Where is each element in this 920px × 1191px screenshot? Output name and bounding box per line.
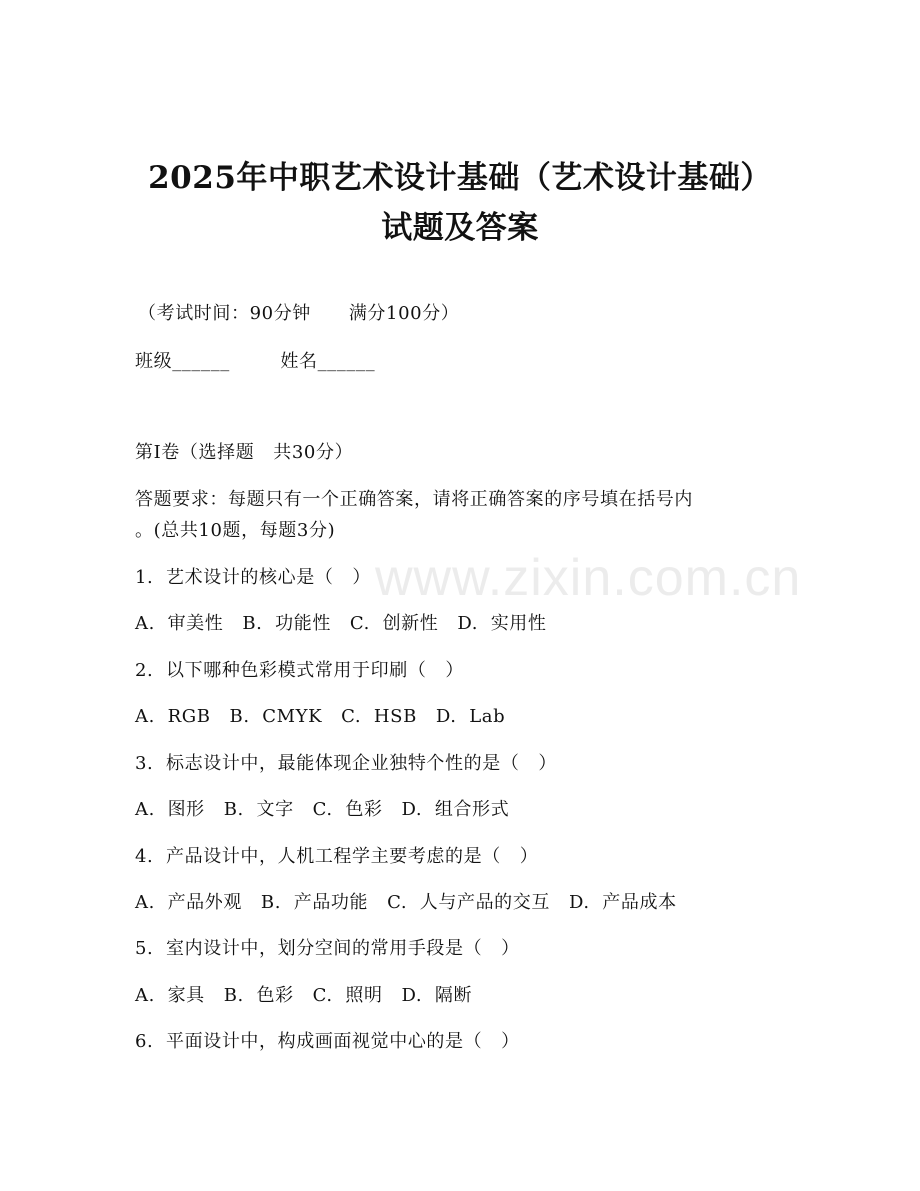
instructions-line-2: 。(总共10题，每题3分) xyxy=(135,520,336,541)
document-title-line-1: 2025年中职艺术设计基础（艺术设计基础） xyxy=(148,160,772,196)
question-1-stem: 1. 艺术设计的核心是（ ） xyxy=(135,567,371,588)
exam-info: （考试时间：90分钟 满分100分） xyxy=(138,303,460,324)
question-6-stem: 6. 平面设计中，构成画面视觉中心的是（ ） xyxy=(135,1031,520,1052)
question-4-options: A. 产品外观 B. 产品功能 C. 人与产品的交互 D. 产品成本 xyxy=(135,892,677,913)
question-3-options: A. 图形 B. 文字 C. 色彩 D. 组合形式 xyxy=(135,799,510,820)
question-5-options: A. 家具 B. 色彩 C. 照明 D. 隔断 xyxy=(135,985,473,1006)
watermark: www.zixin.com.cn xyxy=(375,549,802,607)
instructions-line-1: 答题要求：每题只有一个正确答案，请将正确答案的序号填在括号内 xyxy=(135,489,693,510)
question-2-stem: 2. 以下哪种色彩模式常用于印刷（ ） xyxy=(135,660,464,681)
section-heading: 第I卷（选择题 共30分） xyxy=(135,442,354,463)
question-1-options: A. 审美性 B. 功能性 C. 创新性 D. 实用性 xyxy=(135,613,547,634)
document-title-line-2: 试题及答案 xyxy=(381,210,539,246)
question-3-stem: 3. 标志设计中，最能体现企业独特个性的是（ ） xyxy=(135,753,557,774)
student-fields: 班级______ 姓名______ xyxy=(135,351,376,372)
question-2-options: A. RGB B. CMYK C. HSB D. Lab xyxy=(135,706,506,727)
question-5-stem: 5. 室内设计中，划分空间的常用手段是（ ） xyxy=(135,938,520,959)
question-4-stem: 4. 产品设计中，人机工程学主要考虑的是（ ） xyxy=(135,846,539,867)
